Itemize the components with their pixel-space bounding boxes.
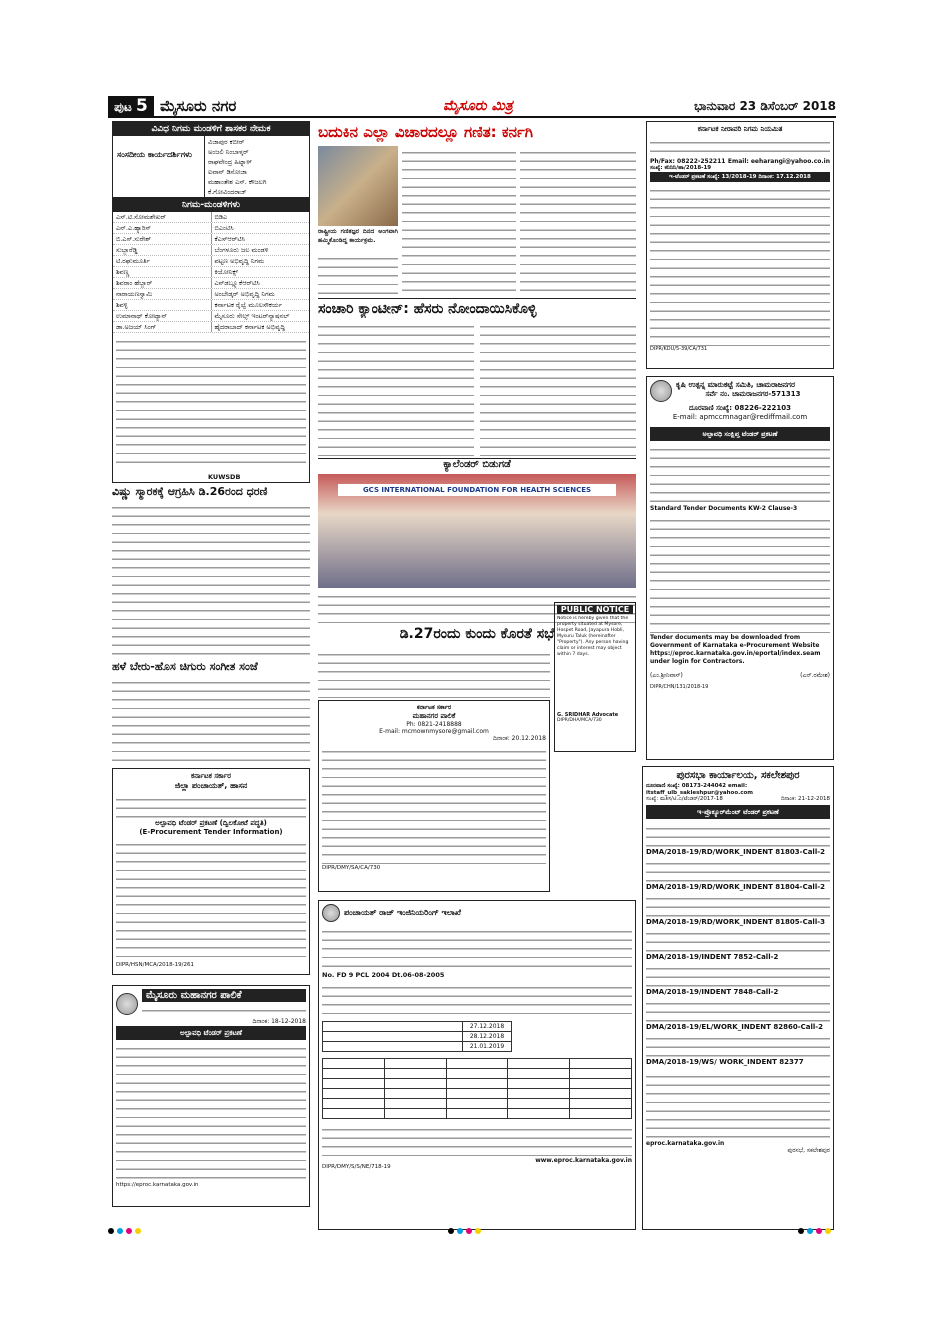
apmc-sub: ಸರ್ವೆ ನಂ. ಚಾಮರಾಜನಗರ-571313 bbox=[705, 390, 801, 398]
member-name: ಎನ್.ಎ.ಹ್ಯಾರಿಸ್ bbox=[113, 223, 212, 233]
member-name: ಶಿವಣ್ಣ bbox=[113, 267, 212, 277]
main-headline bbox=[318, 121, 636, 143]
notice-signed: G. SRIDHAR Advocate bbox=[557, 712, 619, 718]
canteen-headline: ಸಂಚಾರಿ ಕ್ಯಾಂಟೀನ್: ಹೆಸರು ನೋಂದಾಯಿಸಿಕೊಳ್ಳಿ bbox=[318, 298, 636, 318]
board-name: ಕೆಎಸ್ಆರ್‌ಟಿಸಿ bbox=[214, 235, 245, 243]
board-name: ಮೈಸೂರು ಸೇಲ್ಸ್ ಇಂಟರ್‌ನ್ಯಾಷನಲ್ bbox=[214, 312, 290, 320]
page-number-badge bbox=[108, 96, 154, 116]
secretaries-label: ಸಂಸದೀಯ ಕಾರ್ಯದರ್ಶಿಗಳು bbox=[113, 136, 205, 197]
rd-body bbox=[322, 981, 632, 1017]
secretary-name: ಮಹಾಂತೇಶ ಎಸ್. ಕೌಜಲಗಿ bbox=[208, 178, 267, 186]
apmc-phone: ದೂರವಾಣಿ ಸಂಖ್ಯೆ: 08226-222103 bbox=[689, 404, 791, 412]
kunda-body bbox=[318, 648, 550, 698]
board-name: ಬಿಎಂಟಿಸಿ bbox=[214, 224, 234, 232]
board-row bbox=[113, 278, 309, 289]
secretary-name: ವಿಜಾಪುರ ಕಬೀರ್ bbox=[208, 138, 245, 146]
apmc-emblem-icon bbox=[650, 380, 672, 402]
apmc-email: E-mail: apmccmnagar@rediffmail.com bbox=[672, 413, 808, 421]
registration-dot bbox=[126, 1228, 132, 1234]
board-row bbox=[113, 234, 309, 245]
member-name: ಶಿವರಾಂ ಹೆಬ್ಬಾರ್ bbox=[113, 278, 212, 288]
mcorp-phone: Ph: 0821-2418888 bbox=[406, 721, 462, 728]
board-name: ಪಟ್ಟಣ ಅಭಿವೃದ್ಧಿ ನಿಗಮ bbox=[214, 257, 265, 265]
sk-title: ಪುರಸಭಾ ಕಾರ್ಯಾಲಯ, ಸಕಲೇಶಪುರ bbox=[676, 770, 800, 781]
irr-tender: ಇ-ಟೆಂಡರ್ ಪ್ರಕಟಣೆ ಸಂಖ್ಯೆ: 13/2018-19 ದಿನಾಂಕ: 17.12.2018 bbox=[650, 172, 830, 182]
notice-ref: DIPR/DHA/MCA/730 bbox=[557, 718, 602, 723]
irr-code: DIPR/KDU/5-39/CA/731 bbox=[650, 346, 708, 352]
sk-indent: DMA/2018-19/RD/WORK_INDENT 81803-Call-2 bbox=[646, 848, 825, 856]
main-article-col1 bbox=[402, 146, 516, 296]
songs-body bbox=[112, 676, 310, 762]
rd-order: No. FD 9 PCL 2004 Dt.06-08-2005 bbox=[322, 971, 445, 979]
member-name: ಡಾ.ಅಜಯ್ ಸಿಂಗ್ bbox=[113, 322, 212, 332]
photo-caption: ರಾಷ್ಟ್ರೀಯ ಗಣಿತಜ್ಞರ ದಿನದ ಅಂಗವಾಗಿ ಹಮ್ಮಿಕೊಂಡಿದ್ದ ಕಾರ್ಯಕ್ರಮ. bbox=[318, 228, 398, 244]
paper-name: ಮೈಸೂರು ಮಿತ್ರ bbox=[443, 98, 513, 114]
section-title: ಮೈಸೂರು ನಗರ bbox=[160, 97, 237, 115]
dp-office: ಜಿಲ್ಲಾ ಪಂಚಾಯತ್, ಹಾಸನ bbox=[174, 781, 248, 790]
dp-intro bbox=[116, 793, 306, 819]
sk-paragraph bbox=[646, 857, 830, 883]
registration-dot bbox=[807, 1228, 813, 1234]
boards-list bbox=[113, 212, 309, 333]
sk-footer bbox=[646, 1070, 830, 1140]
board-row bbox=[113, 311, 309, 322]
registration-dot bbox=[457, 1228, 463, 1234]
speaker-photo bbox=[318, 146, 398, 226]
sk-heading: ಇ-ಪ್ರೊಕ್ಯೂರ್‌ಮೆಂಟ್ ಟೆಂಡರ್ ಪ್ರಕಟಣೆ bbox=[646, 805, 830, 819]
board-row bbox=[113, 223, 309, 234]
irr-address bbox=[650, 136, 830, 158]
registration-dot bbox=[475, 1228, 481, 1234]
main-article-col2 bbox=[520, 146, 636, 296]
sk-indent: DMA/2018-19/INDENT 7852-Call-2 bbox=[646, 953, 779, 961]
mc-web: https://eproc.karnataka.gov.in bbox=[116, 1182, 199, 1188]
municipal-corp-ad bbox=[318, 700, 550, 892]
rd-web: www.eproc.karnataka.gov.in bbox=[535, 1157, 632, 1164]
board-name: ಬಿಡಿಎ bbox=[214, 213, 228, 221]
member-name: ಸುಬ್ಬಾರೆಡ್ಡಿ bbox=[113, 245, 212, 255]
sk-paragraph bbox=[646, 892, 830, 918]
vishnu-body bbox=[112, 501, 310, 655]
mc-address bbox=[142, 1004, 306, 1018]
irr-email: Email: eeharangi@yahoo.co.in bbox=[727, 158, 830, 165]
irr-body bbox=[650, 184, 830, 346]
appointments-box bbox=[112, 121, 310, 483]
registration-dots-left bbox=[108, 1228, 141, 1234]
sk-indent: DMA/2018-19/RD/WORK_INDENT 81805-Call-3 bbox=[646, 918, 825, 926]
kunda-headline: ಡಿ.27ರಂದು ಕುಂದು ಕೊರತೆ ಸಭೆ bbox=[399, 626, 555, 642]
main-headline-text: ಬದುಕಿನ ಎಲ್ಲಾ ವಿಚಾರದಲ್ಲೂ ಗಣಿತ: ಕರ್ನಗಿ bbox=[318, 123, 533, 141]
secretary-name: ಐವಾನ್ ಡಿಸೋಜಾ bbox=[208, 168, 247, 176]
apmc-code: DIPR/CHN/131/2018-19 bbox=[650, 684, 709, 690]
mysore-corp-ad bbox=[112, 985, 310, 1207]
irr-title: ಕರ್ನಾಟಕ ನೀರಾವರಿ ನಿಗಮ ನಿಯಮಿತ bbox=[697, 125, 783, 133]
boards-more-list bbox=[116, 335, 306, 470]
registration-dot bbox=[108, 1228, 114, 1234]
main-article-col0 bbox=[318, 252, 398, 296]
member-name: ಬಿ.ಎಸ್.ಸುರೇಶ್ bbox=[113, 234, 212, 244]
dp-body bbox=[116, 838, 306, 962]
mcorp-date: ದಿನಾಂಕ: 20.12.2018 bbox=[493, 735, 546, 742]
board-row bbox=[113, 267, 309, 278]
boards-subtitle: ನಿಗಮ-ಮಂಡಳಿಗಳು bbox=[113, 198, 309, 212]
mc-body bbox=[116, 1042, 306, 1182]
mcorp-title: ಕರ್ನಾಟಕ ಸರ್ಕಾರ bbox=[416, 704, 452, 711]
registration-dots-mid bbox=[448, 1228, 481, 1234]
sk-paragraph bbox=[646, 822, 830, 848]
masthead bbox=[108, 96, 836, 118]
irrigation-ad bbox=[646, 121, 834, 369]
page-number: 5 bbox=[135, 96, 148, 116]
secretary-name: ಕೆ.ಗೋವಿಂದರಾಜ್ bbox=[208, 188, 247, 196]
sk-indent: DMA/2018-19/WS/ WORK_INDENT 82377 bbox=[646, 1058, 804, 1066]
vishnu-headline: ವಿಷ್ಣು ಸ್ಮಾರಕಕ್ಕೆ ಆಗ್ರಹಿಸಿ ಡಿ.26ರಂದ ಧರಣಿ bbox=[112, 485, 268, 498]
rd-title: ಪಂಚಾಯತ್ ರಾಜ್ ಇಂಜಿನಿಯರಿಂಗ್ ಇಲಾಖೆ bbox=[344, 908, 461, 917]
board-row bbox=[113, 256, 309, 267]
mcorp-code: DIPR/DMY/SA/CA/730 bbox=[322, 865, 381, 871]
board-row bbox=[113, 289, 309, 300]
secretary-name: ರಾಘವೇಂದ್ರ ಹಿಟ್ನಾಳ್ bbox=[208, 158, 252, 166]
canteen-body-2 bbox=[480, 320, 636, 456]
apmc-ad bbox=[646, 376, 834, 760]
apmc-clause: Standard Tender Documents KW-2 Clause-3 bbox=[650, 505, 798, 512]
irr-ref: ಸಂಖ್ಯೆ: ಕನಿನಿನಿ/ಹಾ/2018-19 bbox=[650, 165, 712, 171]
board-row bbox=[113, 212, 309, 223]
board-row bbox=[113, 245, 309, 256]
dp-sub: (E-Procurement Tender Information) bbox=[139, 828, 283, 836]
secretaries-block bbox=[113, 136, 309, 198]
apmc-sign-right: (ಎನ್.ರಮೇಶ) bbox=[800, 672, 830, 679]
issue-date: ಭಾನುವಾರ 23 ಡಿಸೆಂಬರ್ 2018 bbox=[694, 99, 836, 113]
board-name: ಹೈದರಾಬಾದ್ ಕರ್ನಾಟಕ ಅಭಿವೃದ್ಧಿ bbox=[214, 323, 286, 331]
mcorp-email: E-mail: mcmownmysore@gmail.com bbox=[379, 728, 489, 735]
district-panchayat-ad bbox=[112, 768, 310, 975]
sk-sign: ಪುರಸಭೆ, ಸಕಲೇಶಪುರ bbox=[787, 1147, 830, 1154]
rd-footer bbox=[322, 1123, 632, 1157]
dp-title: ಕರ್ನಾಟಕ ಸರ್ಕಾರ bbox=[191, 772, 231, 780]
canteen-body-1 bbox=[318, 320, 474, 456]
appointments-title: ವಿವಿಧ ನಿಗಮ ಮಂಡಳಿಗೆ ಶಾಸಕರ ನೇಮಕ bbox=[113, 122, 309, 136]
board-name: ಕಿಯೋನಿಕ್ಸ್ bbox=[214, 268, 239, 276]
board-name: ಬೆಂಗಳೂರು ಜಲ ಮಂಡಳಿ bbox=[214, 246, 269, 254]
board-name: ಎನ್‌ಡಬ್ಲ್ಯೂಕೆಆರ್‌ಟಿಸಿ bbox=[214, 279, 260, 287]
rd-works-table bbox=[322, 1058, 632, 1119]
sk-ref: ಸಂಖ್ಯೆ: ಮತಿಸ/ಟಿ.ಎ/ಟೆಂಡರ್/2017-18 bbox=[646, 796, 723, 802]
page-label: ಪುಟ bbox=[114, 100, 132, 114]
mc-date: ದಿನಾಂಕ: 18-12-2018 bbox=[252, 1018, 306, 1025]
public-notice bbox=[554, 602, 636, 752]
secretary-name: ಅಂಜಲಿ ನಿಂಬಾಳ್ಕರ್ bbox=[208, 148, 249, 156]
apmc-heading: ಅಲ್ಪಾವಧಿ ಸಂಕ್ಷಿಪ್ತ ಟೆಂಡರ್ ಪ್ರಕಟಣೆ bbox=[650, 427, 830, 441]
registration-dots-right bbox=[798, 1228, 831, 1234]
board-name: ಅಂಬೇಡ್ಕರ್ ಅಭಿವೃದ್ಧಿ ನಿಗಮ bbox=[214, 290, 275, 298]
apmc-website: Tender documents may be downloaded from Government of Karnataka e-Procurement Website https://eproc.karnataka.gov.in/eportal/index.seam under login for Contractors. bbox=[650, 634, 821, 665]
member-name: ಎಸ್.ಟಿ.ಸೋಮಶೇಖರ್ bbox=[113, 212, 212, 222]
member-name: ಟಿ.ರಘುಮೂರ್ತಿ bbox=[113, 256, 212, 266]
sk-contact: ದೂರವಾಣಿ ಸಂಖ್ಯೆ: 08173-244042 email: itstaff_ulb_sakleshpur@yahoo.com bbox=[646, 783, 753, 796]
sk-paragraph bbox=[646, 962, 830, 988]
mc-heading: ಅಲ್ಪಾವಧಿ ಟೆಂಡರ್ ಪ್ರಕಟಣೆ bbox=[116, 1026, 306, 1040]
rd-date-a: 27.12.2018 bbox=[463, 1022, 512, 1032]
notice-title: PUBLIC NOTICE bbox=[557, 605, 633, 614]
sk-paragraph bbox=[646, 1032, 830, 1058]
member-name: ನಾರಾಯಣಸ್ವಾಮಿ bbox=[113, 289, 212, 299]
registration-dot bbox=[448, 1228, 454, 1234]
apmc-intro bbox=[650, 443, 830, 505]
songs-headline: ಹಳೆ ಬೇರು-ಹೊಸ ಚಿಗುರು ಸಂಗೀತ ಸಂಜೆ bbox=[112, 660, 258, 673]
registration-dot bbox=[816, 1228, 822, 1234]
dp-heading: ಅಲ್ಪಾವಧಿ ಟೆಂಡರ್ ಪ್ರಕಟಣೆ (ದ್ವಿಲಕೋಟೆ ಪದ್ಧತಿ) bbox=[155, 819, 267, 827]
member-name: ಶಿವಳ್ಳಿ bbox=[113, 300, 212, 310]
sk-indent: DMA/2018-19/INDENT 7848-Call-2 bbox=[646, 988, 779, 996]
rd-date-c: 21.01.2019 bbox=[463, 1042, 512, 1052]
rd-dates-table bbox=[322, 1021, 512, 1052]
irr-phone: Ph/Fax: 08222-252211 bbox=[650, 158, 726, 165]
rd-code: DIPR/DMY/S/S/NE/718-19 bbox=[322, 1164, 391, 1170]
registration-dot bbox=[825, 1228, 831, 1234]
mcorp-office: ಮಹಾನಗರ ಪಾಲಿಕೆ bbox=[412, 712, 456, 720]
registration-dot bbox=[117, 1228, 123, 1234]
registration-dot bbox=[135, 1228, 141, 1234]
board-row bbox=[113, 322, 309, 333]
apmc-title: ಕೃಷಿ ಉತ್ಪನ್ನ ಮಾರುಕಟ್ಟೆ ಸಮಿತಿ, ಚಾಮರಾಜನಗರ bbox=[676, 380, 795, 389]
board-row bbox=[113, 300, 309, 311]
rd-emblem-icon bbox=[322, 904, 340, 922]
mcorp-body bbox=[322, 745, 546, 865]
sk-paragraph bbox=[646, 927, 830, 953]
boards-tail bbox=[113, 472, 309, 483]
sk-indent: DMA/2018-19/EL/WORK_INDENT 82860-Call-2 bbox=[646, 1023, 824, 1031]
sk-indents bbox=[646, 822, 830, 1067]
corp-emblem-icon bbox=[116, 993, 138, 1015]
calendar-title: ಕ್ಯಾಲೆಂಡರ್ ಬಿಡುಗಡೆ bbox=[318, 458, 636, 472]
songs-article bbox=[112, 660, 310, 764]
apmc-body bbox=[650, 514, 830, 634]
sakaleshpur-ad bbox=[642, 766, 834, 1230]
registration-dot bbox=[466, 1228, 472, 1234]
sk-web: eproc.karnataka.gov.in bbox=[646, 1140, 725, 1147]
registration-dot bbox=[798, 1228, 804, 1234]
dp-code: DIPR/HSN/MCA/2018-19/261 bbox=[116, 962, 194, 968]
member-name: ಉಮಾನಾಥ್ ಕೋಟ್ಯಾನ್ bbox=[113, 311, 212, 321]
rd-date-b: 28.12.2018 bbox=[463, 1032, 512, 1042]
rd-intro bbox=[322, 925, 632, 971]
apmc-sign-left: (ಎಂ.ಶ್ರೀನಿವಾಸ್) bbox=[650, 672, 683, 679]
calendar-banner: GCS INTERNATIONAL FOUNDATION FOR HEALTH SCIENCES bbox=[338, 484, 616, 496]
vishnu-article bbox=[112, 485, 310, 657]
board-tail-item bbox=[208, 482, 309, 483]
mc-title: ಮೈಸೂರು ಮಹಾನಗರ ಪಾಲಿಕೆ bbox=[142, 989, 306, 1002]
sk-date: ದಿನಾಂಕ: 21-12-2018 bbox=[780, 796, 830, 802]
rural-dev-ad bbox=[318, 900, 636, 1230]
sk-indent: DMA/2018-19/RD/WORK_INDENT 81804-Call-2 bbox=[646, 883, 825, 891]
calendar-photo bbox=[318, 474, 636, 588]
board-name: ಕರ್ನಾಟಕ ರೈಲ್ವೆ ಮೂಲಸೌಕರ್ಯ bbox=[214, 301, 283, 309]
notice-body: Notice is hereby given that the property situated at Mysore, Hospet Road, Jayapura Hobli, Mysuru Taluk (hereinafter "Property"). Any person having claim or interest may object within 7 days. bbox=[557, 616, 629, 657]
sk-paragraph bbox=[646, 997, 830, 1023]
secretaries-list bbox=[205, 136, 309, 197]
board-tail-item: KUWSDB bbox=[208, 473, 241, 481]
